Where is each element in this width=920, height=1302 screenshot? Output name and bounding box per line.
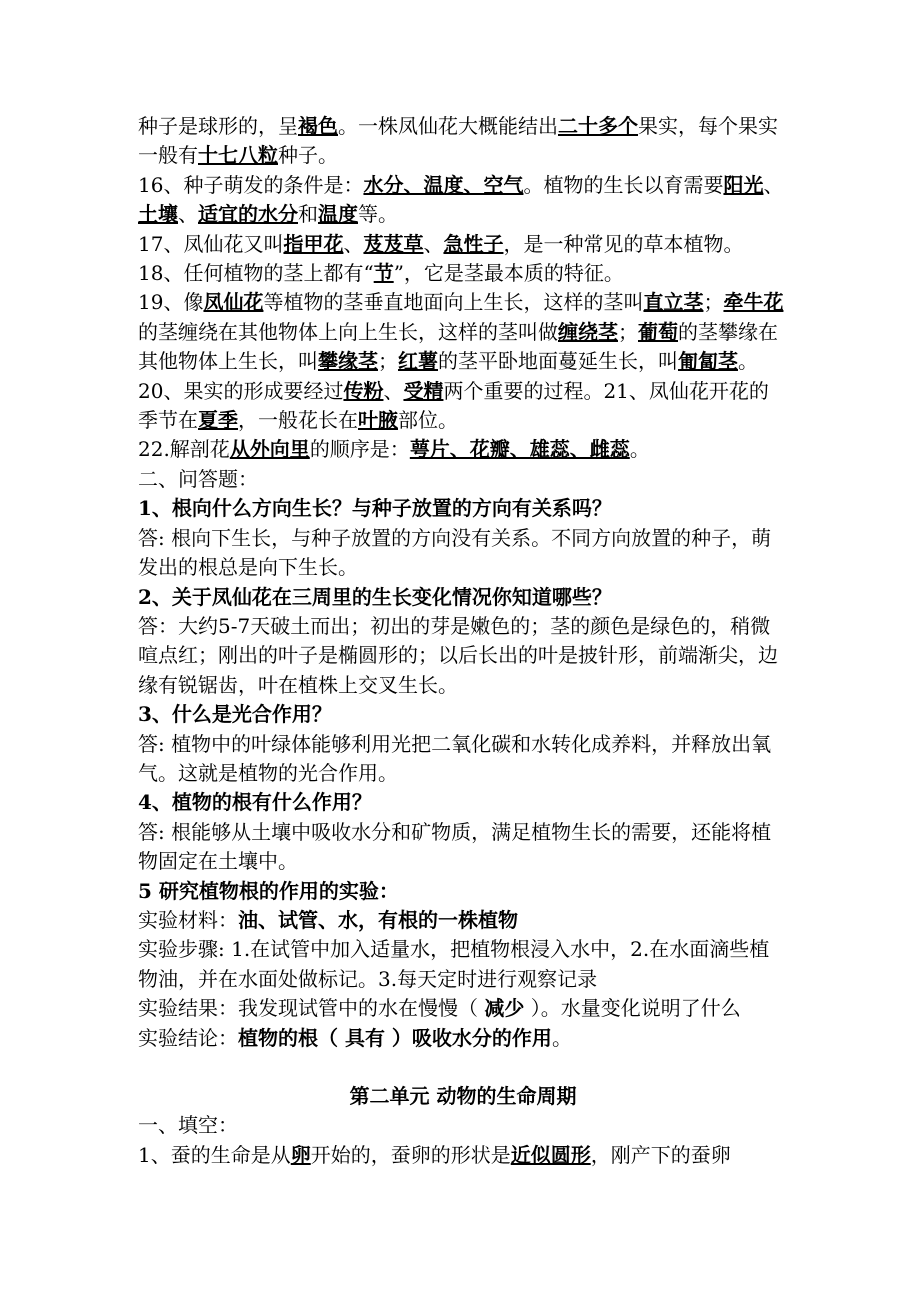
- text-run: ；: [703, 290, 724, 315]
- paragraph: [138, 877, 788, 906]
- text-run: 17、凤仙花又叫: [138, 231, 284, 256]
- paragraph: [138, 435, 788, 464]
- text-run: 种子是球形的，呈: [138, 114, 298, 138]
- text-run: 的茎缠绕在其他物体上向上生长，这样的茎叫做: [138, 319, 558, 344]
- answer-text: 攀缘茎: [318, 349, 378, 374]
- text-run: 16、种子萌发的条件是：: [138, 172, 364, 197]
- text-run: 的茎平卧地面蔓延生长，叫: [438, 349, 678, 374]
- paragraph: [138, 906, 788, 935]
- text-run: 、: [178, 202, 198, 227]
- answer-text: 牵牛花: [723, 290, 784, 315]
- answer-text: 红薯: [398, 349, 438, 374]
- answer-text: 匍匐茎: [678, 349, 738, 374]
- paragraph: [138, 288, 788, 376]
- text-run: ）。水量变化说明了什么: [524, 996, 741, 1021]
- text-run: 等。: [358, 202, 398, 227]
- paragraph: [138, 1024, 788, 1053]
- text-run: 。: [629, 437, 650, 462]
- text-run: 果实，每个果实一般有: [138, 114, 778, 168]
- paragraph: [138, 818, 788, 877]
- answer-text: 适宜的水分: [198, 202, 298, 227]
- section-plants: [138, 112, 788, 1053]
- paragraph: [138, 994, 788, 1023]
- text-run: 。: [738, 349, 758, 374]
- text-run: ，一般花长在: [238, 408, 358, 433]
- answer-text: 芨芨草: [363, 231, 424, 256]
- section-animals: [138, 1111, 788, 1170]
- document-body: [138, 112, 788, 1170]
- answer-text: 夏季: [198, 408, 238, 433]
- text-run: 1、蚕的生命是从: [138, 1142, 291, 1167]
- paragraph: [138, 935, 788, 994]
- answer-text: 从外向里: [229, 437, 310, 462]
- unit-title: 第二单元 动物的生命周期: [349, 1084, 577, 1108]
- answer-text: 阳光: [723, 172, 764, 197]
- answer-text: 近似圆形: [510, 1142, 591, 1167]
- text-run: 答: 根能够从土壤中吸收水分和矿物质，满足植物生长的需要，还能将植物固定在土壤中。: [138, 819, 772, 874]
- text-run: 4、植物的根有什么作用？: [138, 790, 372, 815]
- text-run: 实验材料：: [138, 907, 238, 932]
- answer-text: 土壤: [138, 202, 178, 227]
- answer-text: 传粉: [343, 378, 384, 403]
- answer-text: 十七八粒: [198, 143, 278, 168]
- text-run: 的顺序是：: [309, 437, 410, 462]
- text-run: 答: 根向下生长，与种子放置的方向没有关系。不同方向放置的种子，萌发出的根总是向下生长。: [138, 525, 772, 580]
- text-run: 实验结果：我发现试管中的水在慢慢（: [138, 996, 485, 1021]
- paragraph: [138, 494, 788, 523]
- answer-text: 卵: [290, 1142, 311, 1167]
- paragraph: [138, 612, 788, 700]
- answer-text: 水分、温度、空气: [363, 172, 524, 197]
- paragraph: [138, 1111, 788, 1140]
- text-run: 。植物的生长以育需要: [523, 172, 724, 197]
- text-run: 、: [383, 378, 404, 403]
- paragraph: [138, 730, 788, 789]
- text-run: 植物的根（ 具有 ）吸收水分的作用: [238, 1025, 552, 1050]
- paragraph: [138, 788, 788, 817]
- answer-text: 褐色: [298, 114, 338, 138]
- text-run: 、: [763, 172, 784, 197]
- text-run: 和: [298, 202, 318, 227]
- answer-text: 葡萄: [638, 319, 678, 344]
- paragraph: [138, 171, 788, 230]
- answer-text: 叶腋: [358, 408, 398, 433]
- paragraph: [138, 230, 788, 259]
- text-run: 油、试管、水，有根的一株植物: [238, 907, 518, 932]
- text-run: ；: [618, 319, 638, 344]
- text-run: 、: [343, 231, 364, 256]
- text-run: 1、根向什么方向生长？与种子放置的方向有关系吗？: [138, 496, 612, 521]
- text-run: 的茎攀缘在其他物体上生长，叫: [138, 319, 778, 374]
- text-run: 开始的，蚕卵的形状是: [310, 1142, 511, 1167]
- paragraph: [138, 700, 788, 729]
- paragraph: [138, 112, 788, 171]
- text-run: 部位。: [398, 408, 458, 433]
- answer-text: 受精: [403, 378, 444, 403]
- text-run: 答：大约5-7天破土而出；初出的芽是嫩色的；茎的颜色是绿色的，稍微喧点红；刚出的叶子是椭圆形的；以后长出的叶是披针形，前端渐尖，边缘有锐锯齿，叶在植株上交叉生长。: [138, 613, 778, 697]
- text-run: 18、任何植物的茎上都有“: [138, 261, 374, 286]
- paragraph: [138, 377, 788, 436]
- answer-text: 温度: [318, 202, 358, 227]
- text-run: 20、果实的形成要经过: [138, 378, 344, 403]
- text-run: 答: 植物中的叶绿体能够利用光把二氧化碳和水转化成养料，并释放出氧气。这就是植物的光合作用。: [138, 731, 772, 785]
- text-run: 19、像: [138, 290, 204, 315]
- text-run: 一、填空：: [138, 1113, 238, 1138]
- text-run: ；: [378, 349, 398, 374]
- text-run: ，刚产下的蚕卵: [590, 1142, 731, 1167]
- answer-text: 萼片、花瓣、雄蕊、雌蕊: [409, 437, 630, 462]
- text-run: 等植物的茎垂直地面向上生长，这样的茎叫: [263, 290, 644, 315]
- text-run: 种子。: [278, 143, 338, 168]
- text-run: 实验步骤: 1.在试管中加入适量水，把植物根浸入水中，2.在水面滴些植物油，并在水面处做标记。3.每天定时进行观察记录: [138, 937, 770, 991]
- text-run: 22.解剖花: [138, 437, 230, 462]
- paragraph: [138, 524, 788, 583]
- answer-text: 二十多个: [558, 114, 638, 138]
- text-run: 两个重要的过程。21、凤仙花开花的季节在: [138, 378, 769, 433]
- text-run: ，是一种常见的草本植物。: [503, 231, 744, 256]
- answer-text: 节: [373, 261, 394, 286]
- text-run: 、: [423, 231, 444, 256]
- answer-text: 急性子: [443, 231, 504, 256]
- paragraph: [138, 1141, 788, 1170]
- answer-text: 指甲花: [283, 231, 344, 256]
- paragraph: [138, 465, 788, 494]
- text-run: 实验结论：: [138, 1025, 238, 1050]
- answer-text: 直立茎: [643, 290, 704, 315]
- text-run: 。一株凤仙花大概能结出: [338, 114, 558, 138]
- text-run: 二、问答题：: [138, 466, 258, 491]
- text-run: 5 研究植物根的作用的实验：: [138, 878, 399, 903]
- answer-text: 缠绕茎: [558, 319, 618, 344]
- text-run: 。: [551, 1025, 572, 1050]
- paragraph: [138, 259, 788, 288]
- answer-text: 凤仙花: [203, 290, 264, 315]
- text-run: 3、什么是光合作用？: [138, 702, 332, 727]
- text-run: ”，它是茎最本质的特征。: [393, 261, 624, 286]
- text-run: 2、关于凤仙花在三周里的生长变化情况你知道哪些？: [138, 584, 612, 609]
- paragraph: [138, 583, 788, 612]
- text-run: 减少: [484, 996, 525, 1021]
